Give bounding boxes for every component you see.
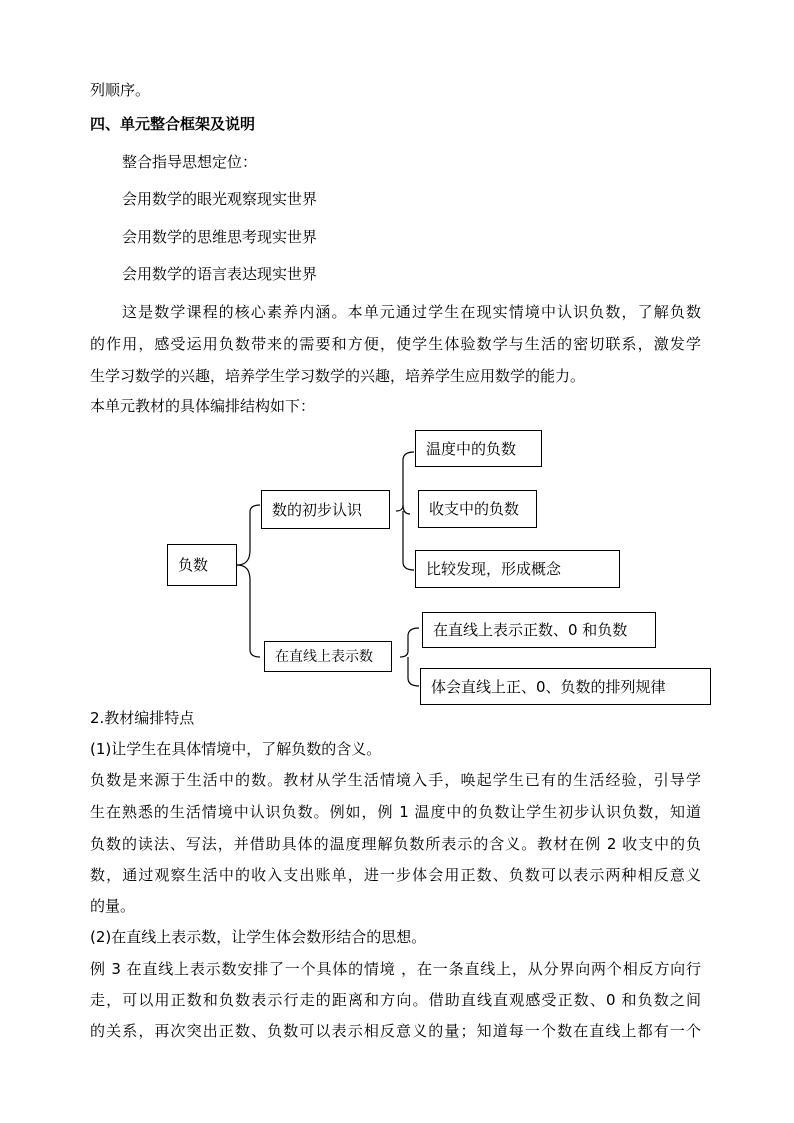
core-paragraph-line: 生学习数学的兴趣，培养学生学习数学的兴趣，培养学生应用数学的能力。 — [90, 367, 586, 385]
guide-item: 会用数学的眼光观察现实世界 — [122, 190, 318, 208]
section-heading: 2.教材编排特点 — [90, 709, 195, 727]
section-heading: 四、单元整合框架及说明 — [90, 115, 256, 133]
core-paragraph-line: 这是数学课程的核心素养内涵。本单元通过学生在现实情境中认识负数，了解负数 — [122, 303, 701, 321]
diagram-leaf-box: 温度中的负数 — [415, 430, 542, 467]
structure-intro: 本单元教材的具体编排结构如下： — [90, 397, 316, 415]
feature-paragraph-line: 的关系，再次突出正数、负数可以表示相反意义的量；知道每一个数在直线上都有一个 — [90, 1022, 701, 1040]
feature-heading: (2)在直线上表示数，让学生体会数形结合的思想。 — [90, 928, 427, 946]
feature-heading: (1)让学生在具体情境中，了解负数的含义。 — [90, 740, 382, 758]
diagram-leaf-box: 体会直线上正、0、负数的排列规律 — [420, 668, 711, 705]
feature-paragraph-line: 例 3 在直线上表示数安排了一个具体的情境 ，在一条直线上，从分界向两个相反方向行 — [90, 960, 701, 978]
feature-paragraph-line: 负数的读法、写法，并借助具体的温度理解负数所表示的含义。教材在例 2 收支中的负 — [90, 835, 701, 853]
feature-paragraph-line: 的量。 — [90, 897, 136, 915]
guide-item: 会用数学的思维思考现实世界 — [122, 228, 318, 246]
feature-paragraph-line: 负数是来源于生活中的数。教材从学生活情境入手，唤起学生已有的生活经验，引导学 — [90, 771, 701, 789]
paragraph-continuation: 列顺序。 — [90, 81, 151, 99]
feature-paragraph-line: 数，通过观察生活中的收入支出账单，进一步体会用正数、负数可以表示两种相反意义 — [90, 866, 701, 884]
feature-paragraph-line: 走，可以用正数和负数表示行走的距离和方向。借助直线直观感受正数、0 和负数之间 — [90, 991, 701, 1009]
diagram-leaf-box: 在直线上表示正数、0 和负数 — [422, 612, 656, 648]
guide-item: 会用数学的语言表达现实世界 — [122, 265, 318, 283]
core-paragraph-line: 的作用，感受运用负数带来的需要和方便，使学生体验数学与生活的密切联系，激发学 — [90, 335, 701, 353]
diagram-leaf-box: 比较发现，形成概念 — [415, 550, 620, 588]
diagram-branch-box: 在直线上表示数 — [264, 641, 392, 672]
diagram-leaf-box: 收支中的负数 — [418, 490, 537, 528]
feature-paragraph-line: 生在熟悉的生活情境中认识负数。例如，例 1 温度中的负数让学生初步认识负数，知道 — [90, 803, 701, 821]
guide-label: 整合指导思想定位： — [122, 153, 258, 171]
diagram-root-box: 负数 — [167, 544, 237, 586]
diagram-branch-box: 数的初步认识 — [261, 490, 390, 529]
